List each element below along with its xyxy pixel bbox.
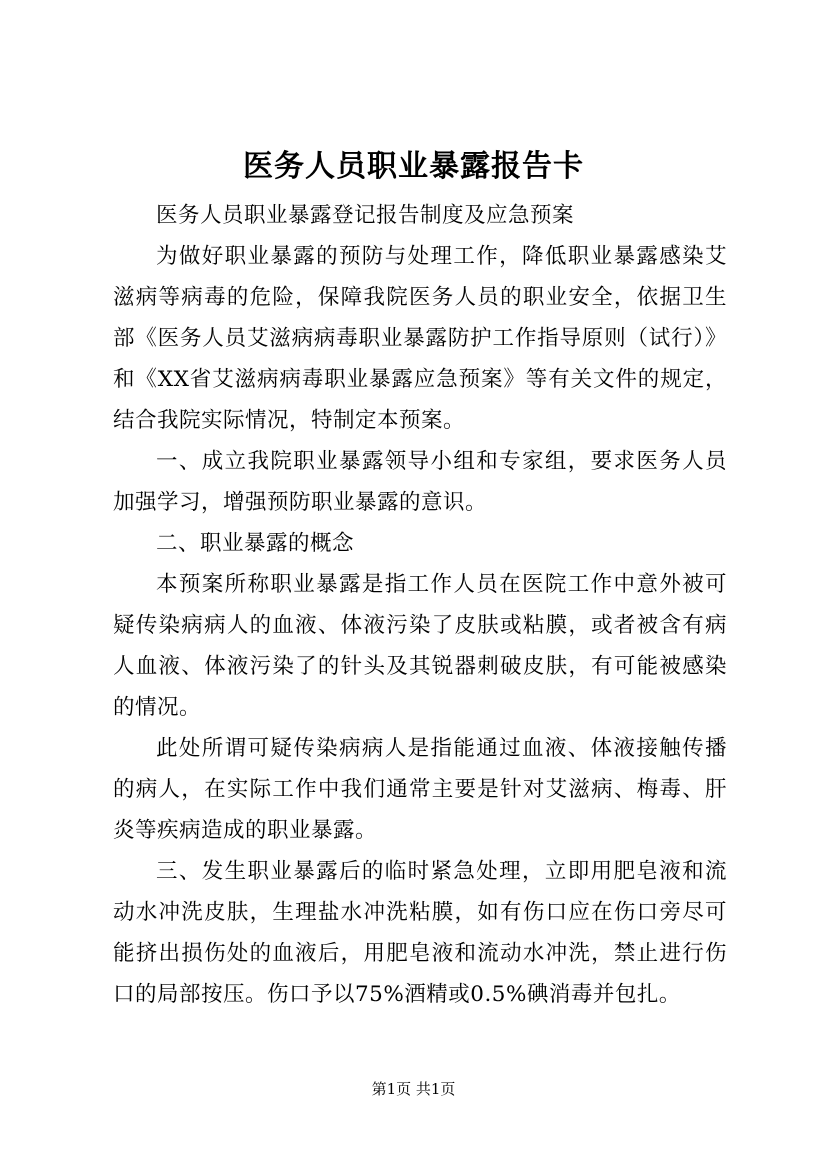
paragraph-subtitle: 医务人员职业暴露登记报告制度及应急预案 — [156, 203, 575, 228]
document-body — [113, 195, 727, 1015]
paragraph-patient-definition: 此处所谓可疑传染病病人是指能通过血液、体液接触传播的病人，在实际工作中我们通常主要是针对艾滋病、梅毒、肝炎等疾病造成的职业暴露。 — [113, 736, 727, 843]
paragraph-section-3: 三、发生职业暴露后的临时紧急处理，立即用肥皂液和流动水冲洗皮肤，生理盐水冲洗粘膜，如有伤口应在伤口旁尽可能挤出损伤处的血液后，用肥皂液和流动水冲洗，禁止进行伤口的局部按压。伤口予以75%酒精或0.5%碘消毒并包扎。 — [113, 859, 727, 1007]
page-footer: 第1页 共1页 — [371, 1080, 456, 1098]
paragraph-intro: 为做好职业暴露的预防与处理工作，降低职业暴露感染艾滋病等病毒的危险，保障我院医务人员的职业安全，依据卫生部《医务人员艾滋病病毒职业暴露防护工作指导原则（试行）》和《XX省艾滋病病毒职业暴露应急预案》等有关文件的规定，结合我院实际情况，特制定本预案。 — [113, 244, 727, 433]
document-title: 医务人员职业暴露报告卡 — [243, 149, 584, 184]
paragraph-section-2-heading: 二、职业暴露的概念 — [156, 531, 355, 556]
paragraph-definition: 本预案所称职业暴露是指工作人员在医院工作中意外被可疑传染病病人的血液、体液污染了皮肤或粘膜，或者被含有病人血液、体液污染了的针头及其锐器刺破皮肤，有可能被感染的情况。 — [113, 572, 727, 720]
paragraph-section-1: 一、成立我院职业暴露领导小组和专家组，要求医务人员加强学习，增强预防职业暴露的意识。 — [113, 449, 727, 515]
